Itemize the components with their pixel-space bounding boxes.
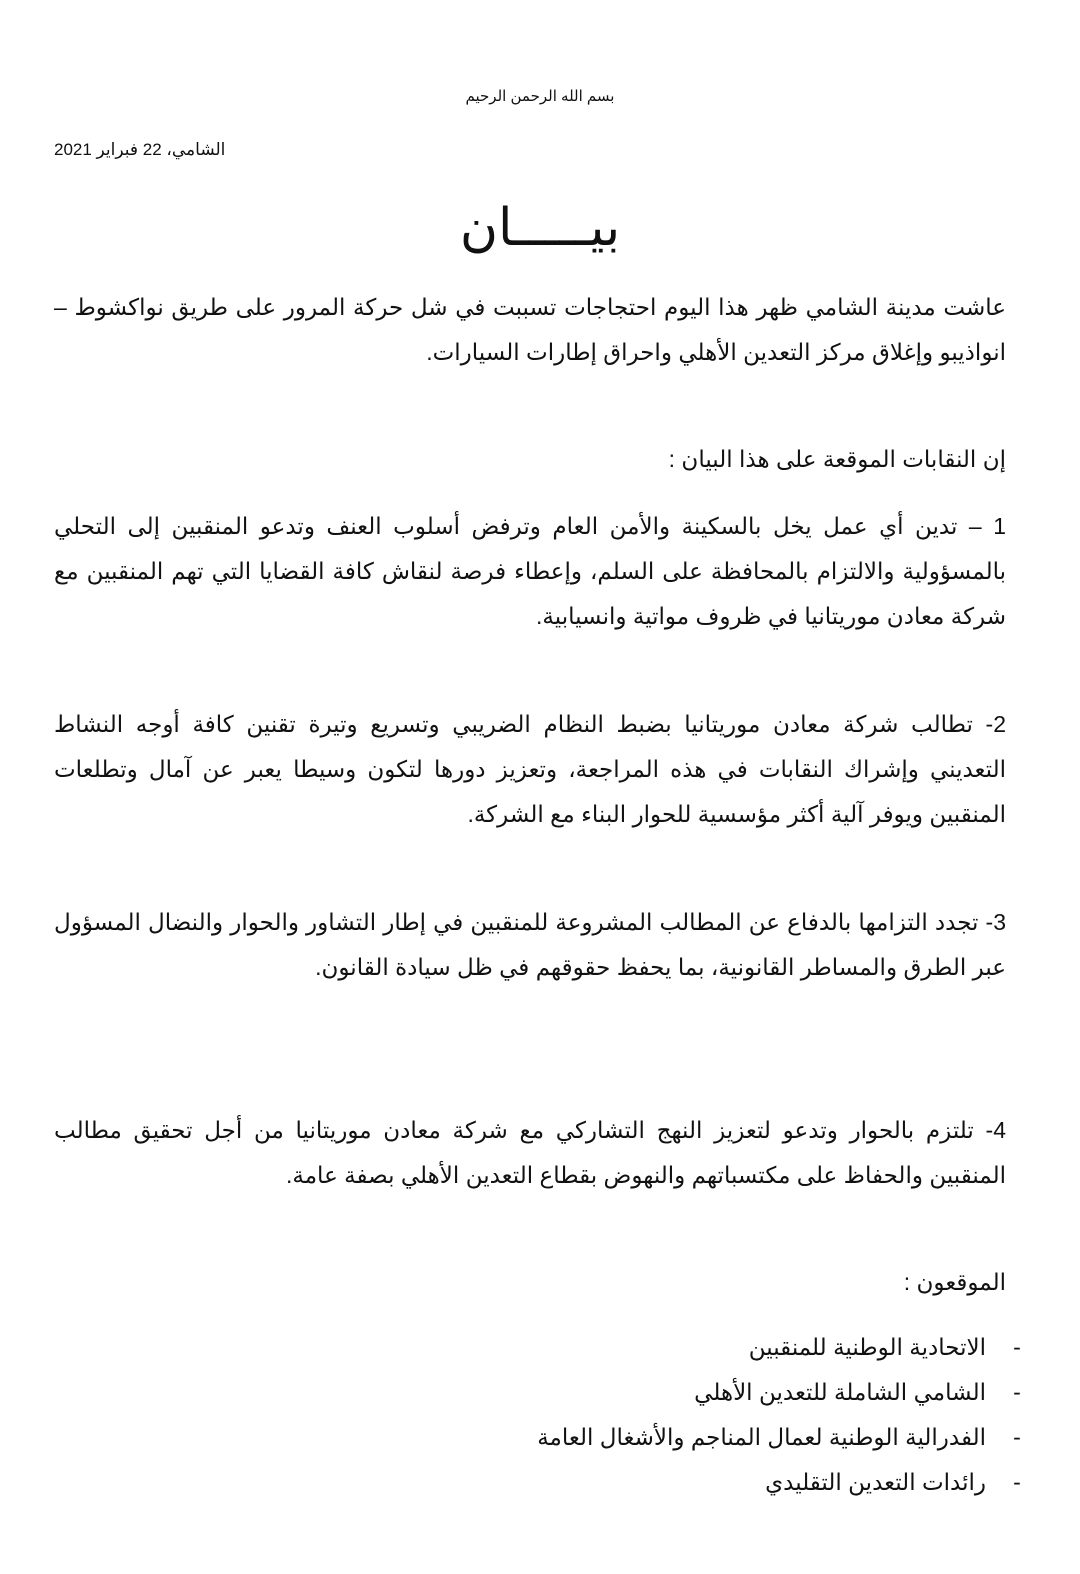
- basmala-heading: بسم الله الرحمن الرحيم: [465, 88, 615, 105]
- bullet-marker: -: [1013, 1469, 1021, 1495]
- list-item: [330, 1325, 1030, 1370]
- list-item: [330, 1370, 1030, 1415]
- signer-name: الاتحادية الوطنية للمنقبين: [748, 1334, 986, 1360]
- place-and-date: الشامي، 22 فبراير 2021: [54, 140, 226, 159]
- bullet-marker: -: [1013, 1334, 1021, 1360]
- signer-name: الشامي الشاملة للتعدين الأهلي: [694, 1379, 986, 1405]
- signer-name: الفدرالية الوطنية لعمال المناجم والأشغال العامة: [537, 1424, 986, 1450]
- statement-point-4: 4- تلتزم بالحوار وتدعو لتعزيز النهج التشاركي مع شركة معادن موريتانيا من أجل تحقيق مطالب المنقبين والحفاظ على مكتسباتهم والنهوض بقطاع التعدين الأهلي بصفة عامة.: [54, 1117, 1006, 1188]
- list-item: [330, 1415, 1030, 1460]
- statement-point-2: 2- تطالب شركة معادن موريتانيا بضبط النظام الضريبي وتسريع وتيرة تقنين كافة أوجه النشاط التعديني وإشراك النقابات في هذه المراجعة، وتعزيز دورها لتكون وسيطا يعبر عن آمال وتطلعات المنقبين ويوفر آلية أكثر مؤسسية للحوار البناء مع الشركة.: [54, 711, 1006, 827]
- signers-label: الموقعون :: [903, 1269, 1006, 1295]
- statement-point-1: 1 – تدين أي عمل يخل بالسكينة والأمن العام وترفض أسلوب العنف وتدعو المنقبين إلى التحلي بالمسؤولية والالتزام بالمحافظة على السلم، وإعطاء فرصة لنقاش كافة القضايا التي تهم المنقبين مع شركة معادن موريتانيا في ظروف مواتية وانسيابية.: [54, 513, 1006, 629]
- intro-paragraph: عاشت مدينة الشامي ظهر هذا اليوم احتجاجات تسببت في شل حركة المرور على طريق نواكشوط – انواذيبو وإغلاق مركز التعدين الأهلي واحراق إطارات السيارات.: [54, 294, 1006, 365]
- signers-list: [330, 1325, 1030, 1505]
- bullet-marker: -: [1013, 1424, 1021, 1450]
- bullet-marker: -: [1013, 1379, 1021, 1405]
- list-item: [330, 1460, 1030, 1505]
- signer-name: رائدات التعدين التقليدي: [765, 1469, 986, 1495]
- lead-paragraph: إن النقابات الموقعة على هذا البيان :: [668, 446, 1006, 472]
- page-title: بيـــــان: [459, 199, 621, 257]
- statement-point-3: 3- تجدد التزامها بالدفاع عن المطالب المشروعة للمنقبين في إطار التشاور والحوار والنضال المسؤول عبر الطرق والمساطر القانونية، بما يحفظ حقوقهم في ظل سيادة القانون.: [54, 909, 1006, 980]
